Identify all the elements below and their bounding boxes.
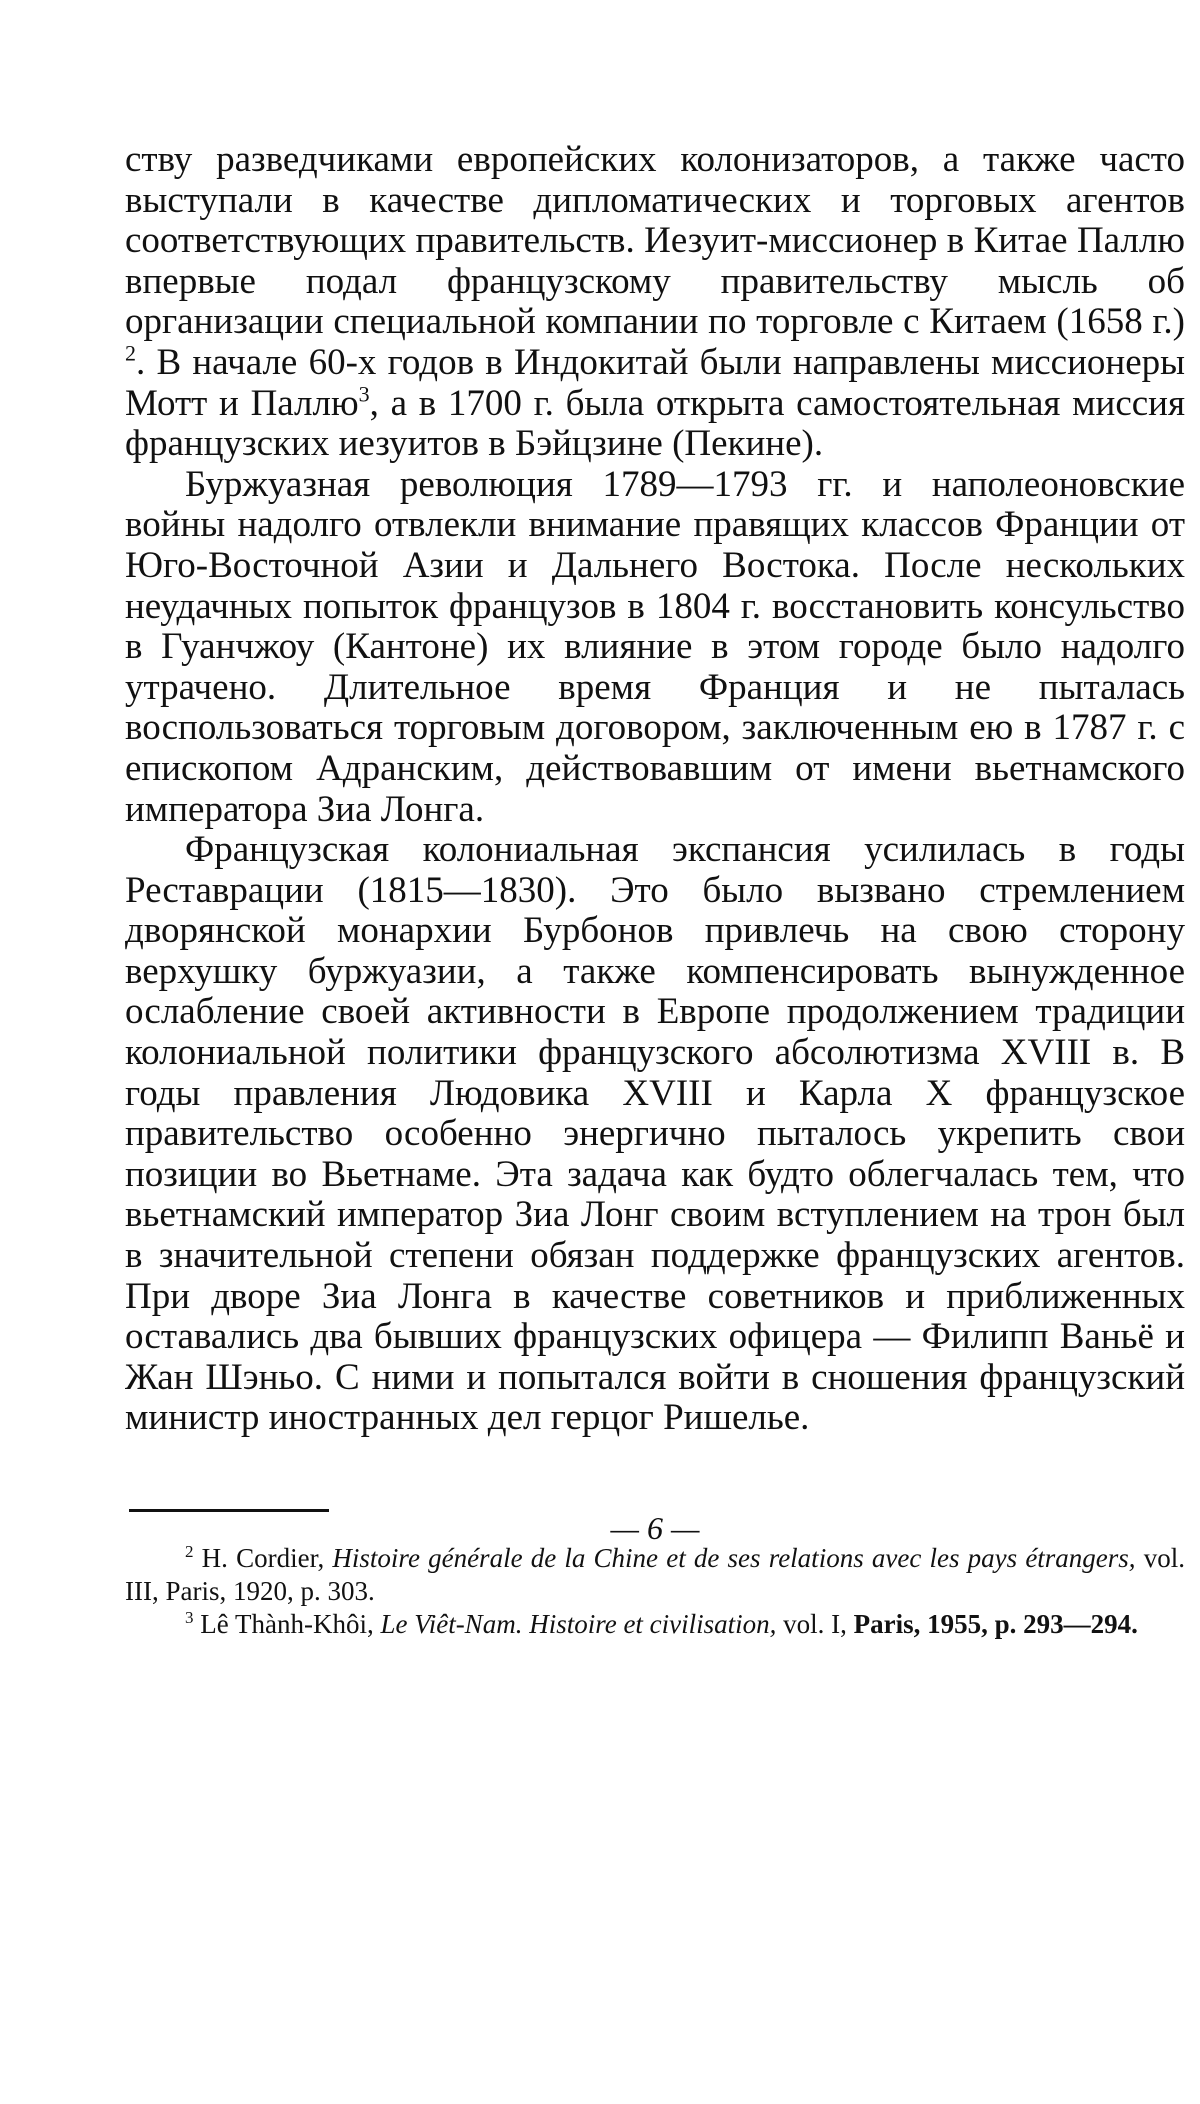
footnote-3-marker: 3 (185, 1608, 194, 1627)
paragraph-1-text-a: ству разведчиками европейских колонизаторов, а также часто выступали в качестве дипломатических и торговых агентов соответствующих правительств. Иезуит-миссионер в Китае Паллю впервые подал французскому правительству мысль об организации специальной компании по торговле с Китаем (1658 г.) (125, 139, 1185, 343)
paragraph-1 (125, 140, 1185, 465)
footnote-ref-3[interactable]: 3 (358, 381, 370, 407)
page-body (125, 140, 1185, 1641)
footnote-3-title: Le Viêt-Nam. Histoire et civilisation, (380, 1609, 777, 1639)
footnote-3 (125, 1608, 1185, 1641)
paragraph-1-text-c: , а в 1700 г. была открыта самостоятельная миссия французских иезуитов в Бэйцзине (Пекине). (125, 382, 1185, 465)
page-number: — 6 — (610, 1510, 700, 1546)
paragraph-1-text-b: . В начале 60-х годов в Индокитай были направлены миссионеры Мотт и Паллю (125, 341, 1185, 424)
footnote-2 (125, 1542, 1185, 1608)
footnote-2-rest: vol. III, Paris, 1920, p. 303. (125, 1543, 1185, 1606)
footnote-ref-2[interactable]: 2 (125, 340, 136, 366)
footnote-3-rest-bold: Paris, 1955, p. 293—294. (853, 1609, 1138, 1639)
paragraph-2: Буржуазная революция 1789—1793 гг. и наполеоновские войны надолго отвлекли внимание правящих классов Франции от Юго-Восточной Азии и Дальнего Востока. После нескольких неудачных попыток французов в 1804 г. восстановить консульство в Гуанчжоу (Кантоне) их влияние в этом городе было надолго утрачено. Длительное время Франция и не пыталась воспользоваться торговым договором, заключенным ею в 1787 г. с епископом Адранским, действовавшим от имени вьетнамского императора Зиа Лонга. (125, 463, 1185, 830)
paragraph-3: Французская колониальная экспансия усилилась в годы Реставрации (1815—1830). Это было вызвано стремлением дворянской монархии Бурбонов привлечь на свою сторону верхушку буржуазии, а также компенсировать вынужденное ослабление своей активности в Европе продолжением традиции колониальной политики французского абсолютизма XVIII в. В годы правления Людовика XVIII и Карла X французское правительство особенно энергично пыталось укрепить свои позиции во Вьетнаме. Эта задача как будто облегчалась тем, что вьетнамский император Зиа Лонг своим вступлением на трон был в значительной степени обязан поддержке французских агентов. При дворе Зиа Лонга в качестве советников и приближенных оставались два бывших французских офицера — Филипп Ваньё и Жан Шэньо. С ними и попытался войти в сношения французский министр иностранных дел герцог Ришелье. (125, 829, 1185, 1439)
footnote-2-title: Histoire générale de la Chine et de ses relations avec les pays étrangers, (332, 1543, 1136, 1573)
footnote-2-marker: 2 (185, 1542, 194, 1561)
footnote-3-author: Lê Thành-Khôi, (200, 1609, 381, 1639)
footnote-3-rest: vol. I, (776, 1609, 854, 1639)
footnote-2-author: H. Cordier, (201, 1543, 333, 1573)
